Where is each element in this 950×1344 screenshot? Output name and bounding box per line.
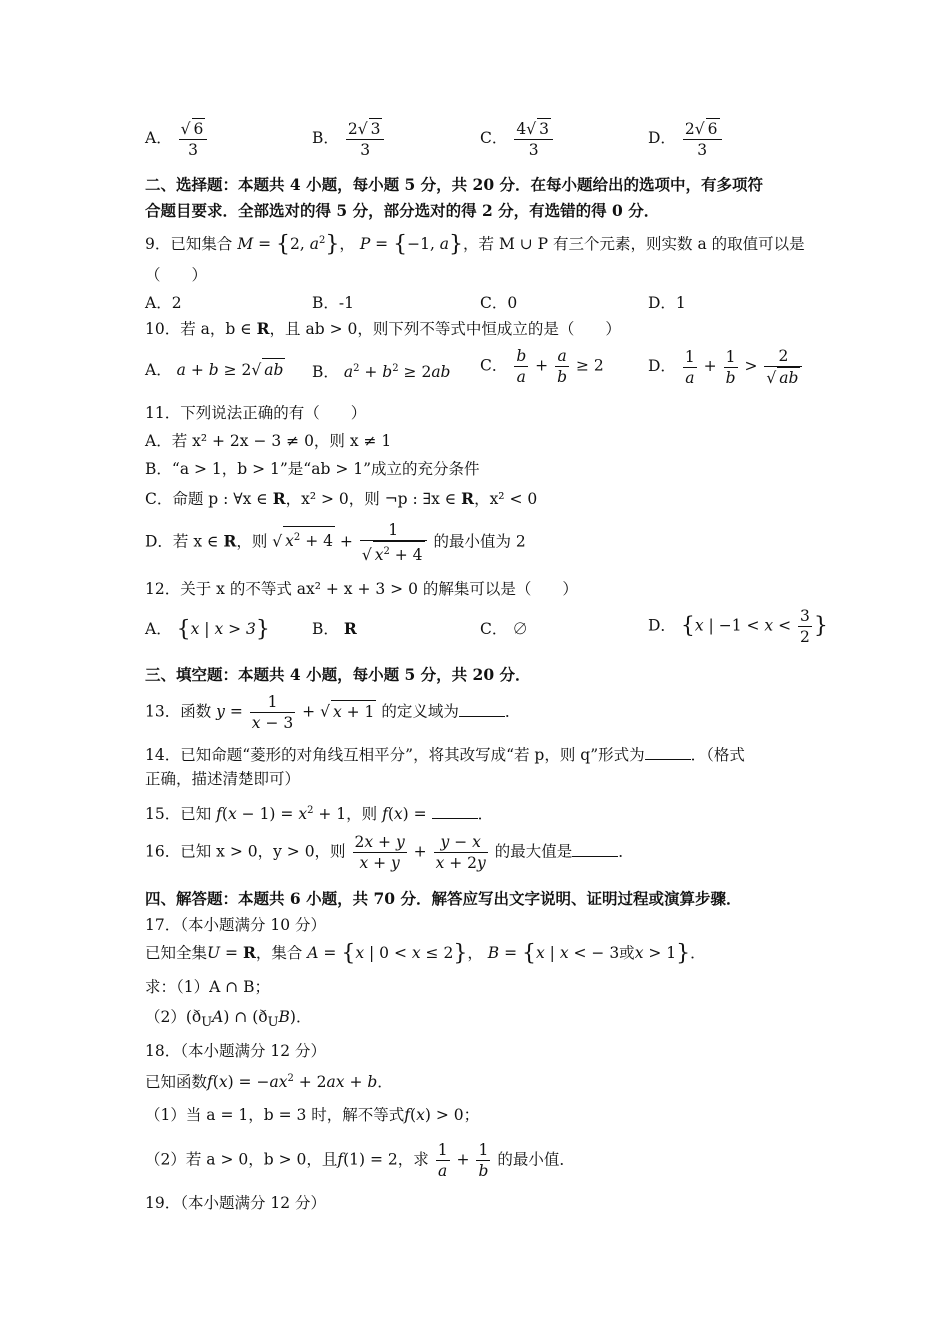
q12-option-c: C． ∅: [480, 620, 528, 638]
q13: 13．函数 y = $\frac{1}{x - 3}$ + √ x + 1 的定义域为 ．: [145, 693, 521, 732]
q11-option-d: D．若 x ∈ R，则 √ $x^2 + 4$ + $\frac{1}{√ x^2 + 4}$ 的最小值为 2: [145, 521, 526, 565]
q16-answer-blank[interactable]: [572, 842, 618, 857]
q8-option-b: B． $\frac{2√ 3}{3}$: [312, 118, 386, 160]
q9-option-c: C．0: [480, 294, 518, 312]
q11-option-b: B．“a > 1，b > 1”是“ab > 1”成立的充分条件: [145, 460, 480, 478]
q9-stem: 9．已知集合 M = {2, $a^2$}， P = {−1, a}，若 M ∪ P 有三个元素，则实数 a 的取值可以是: [145, 232, 805, 258]
q8-option-a: A． $\frac{√ 6}{3}$: [145, 118, 209, 160]
q8-option-d: D． $\frac{2√ 6}{3}$: [648, 118, 724, 160]
q13-answer-blank[interactable]: [459, 702, 505, 717]
q11-option-c: C．命题 p : ∀x ∈ R，x² > 0，则 ¬p : ∃x ∈ R，x² < 0: [145, 489, 538, 508]
q10-option-a: A． a + b ≥ 2√ ab: [145, 358, 285, 381]
q10-option-c: C． $\frac{b}{a}$ + $\frac{a}{b}$ ≥ 2: [480, 347, 604, 386]
section-2-heading-line1: 二、选择题：本题共 4 小题，每小题 5 分，共 20 分．在每小题给出的选项中，有多项符: [145, 175, 764, 194]
q8-option-c: C． $\frac{4√ 3}{3}$: [480, 118, 555, 160]
q12-option-d: D． {x | −1 < x < $\frac{3}{2}$ }: [648, 607, 828, 646]
q18-part1: （1）当 a = 1，b = 3 时，解不等式f(x) > 0；: [145, 1106, 480, 1124]
q15-answer-blank[interactable]: [432, 804, 478, 819]
q9-option-d: D．1: [648, 294, 686, 312]
q16: 16．已知 x > 0，y > 0，则 $\frac{2x + y}{x + y}$ + $\frac{y - x}{x + 2y}$ 的最大值是 ．: [145, 833, 634, 872]
q17-ask2: $(2)(ð_UA)$ ∩ $(ð_UB)$．: [145, 1008, 312, 1031]
q10-stem: 10．若 a，b ∈ R，且 ab > 0，则下列不等式中恒成立的是（ ）: [145, 319, 621, 338]
q15: 15．已知 $f(x - 1) = x^2 + 1$，则 f(x) = ．: [145, 805, 494, 824]
q17-header: 17．（本小题满分 10 分）: [145, 916, 327, 934]
q10-option-b: B． $a^2 + b^2 \ge 2ab$: [312, 363, 451, 382]
q18-given: 已知函数$f(x) = -ax^2 + 2ax + b$．: [145, 1073, 393, 1092]
section-3-heading: 三、填空题：本题共 4 小题，每小题 5 分，共 20 分．: [145, 665, 531, 684]
q11-option-a: A．若 x² + 2x − 3 ≠ 0，则 x ≠ 1: [145, 432, 392, 450]
section-4-heading: 四、解答题：本题共 6 小题，共 70 分．解答应写出文字说明、证明过程或演算步骤．: [145, 889, 742, 908]
q12-option-b: B． R: [312, 619, 357, 638]
q14-line1: 14．已知命题“菱形的对角线互相平分”，将其改写成“若 p，则 q”形式为 ．（格式: [145, 746, 745, 764]
q12-option-a: A． {x | x > 3}: [145, 617, 270, 642]
q9-option-a: A．2: [145, 294, 182, 312]
q12-stem: 12．关于 x 的不等式 ax² + x + 3 > 0 的解集可以是（ ）: [145, 580, 578, 598]
q17-ask1: 求：（1）A ∩ B；: [145, 978, 271, 996]
section-2-heading-line2: 合题目要求．全部选对的得 5 分，部分选对的得 2 分，有选错的得 0 分．: [145, 201, 660, 220]
q18-header: 18．（本小题满分 12 分）: [145, 1042, 327, 1060]
q17-given: 已知全集U = R，集合 A = {x | 0 < x ≤ 2}， B = {x | x < − 3或x > 1}．: [145, 941, 706, 966]
q18-part2: （2）若 a > 0，b > 0，且f(1) = 2，求 $\frac{1}{a}$ + $\frac{1}{b}$ 的最小值．: [145, 1141, 575, 1180]
q14-line2: 正确，描述清楚即可）: [145, 770, 301, 788]
q11-stem: 11．下列说法正确的有（ ）: [145, 404, 367, 422]
q9-paren: （ ）: [145, 266, 208, 284]
q9-option-b: B．-1: [312, 294, 354, 312]
q19-header: 19．（本小题满分 12 分）: [145, 1194, 327, 1212]
q10-option-d: D． $\frac{1}{a}$ + $\frac{1}{b}$ > $\frac{2}{√ ab}$: [648, 346, 804, 388]
q14-answer-blank[interactable]: [645, 745, 691, 760]
